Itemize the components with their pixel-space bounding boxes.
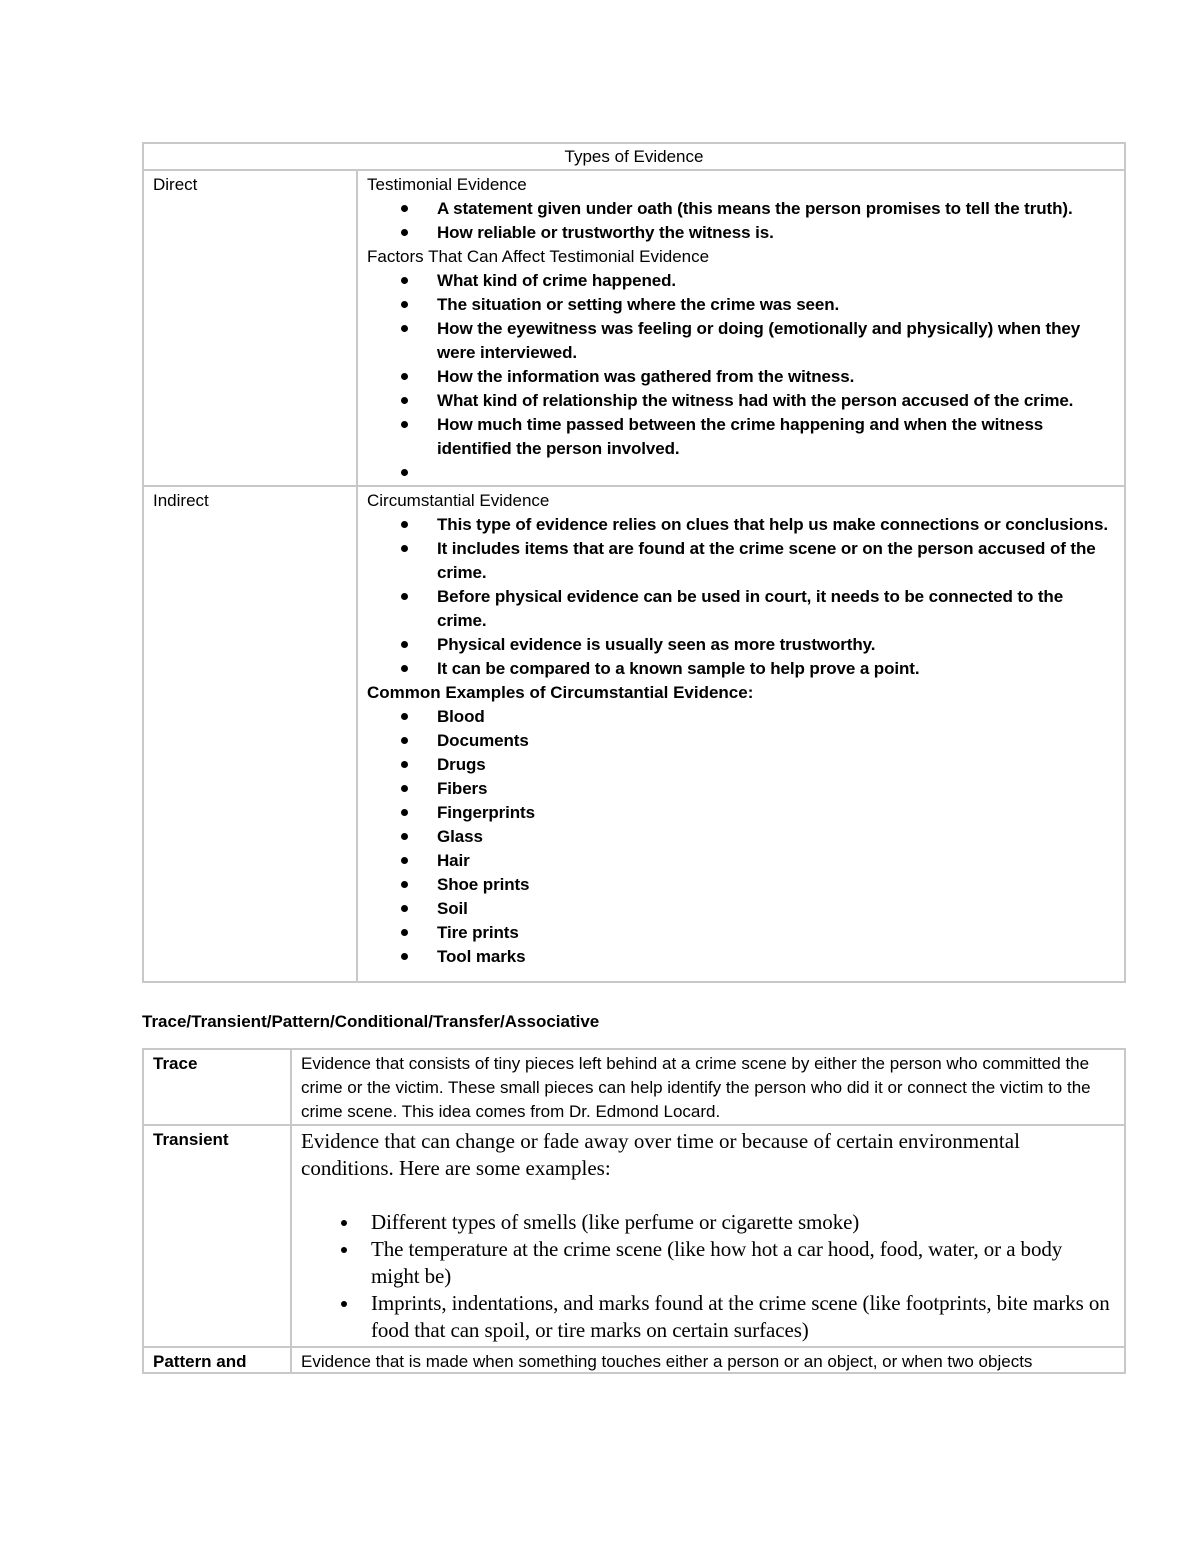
common-examples-heading: Common Examples of Circumstantial Evidence: [367, 683, 754, 702]
row-label-pattern [143, 1347, 291, 1373]
list-item: Soil [367, 897, 1115, 921]
list-item: Glass [367, 825, 1115, 849]
list-item: It includes items that are found at the crime scene or on the person accused of the crime. [367, 537, 1115, 585]
list-item: It can be compared to a known sample to help prove a point. [367, 657, 1115, 681]
transient-intro: Evidence that can change or fade away over time or because of certain environmental conditions. Here are some examples: [301, 1129, 1020, 1180]
testimonial-list [367, 197, 1115, 245]
factors-list [367, 269, 1115, 485]
list-item: The temperature at the crime scene (like how hot a car hood, food, water, or a body might be) [301, 1236, 1115, 1290]
list-item: Fibers [367, 777, 1115, 801]
list-item: Fingerprints [367, 801, 1115, 825]
table-row-transient [143, 1125, 1125, 1347]
list-item: Physical evidence is usually seen as more trustworthy. [367, 633, 1115, 657]
list-item: How the information was gathered from the witness. [367, 365, 1115, 389]
circumstantial-list [367, 513, 1115, 681]
transient-examples-list [301, 1209, 1115, 1344]
table-row-pattern [143, 1347, 1125, 1373]
list-item: How much time passed between the crime happening and when the witness identified the person involved. [367, 413, 1115, 461]
list-item: The situation or setting where the crime was seen. [367, 293, 1115, 317]
trace-description: Evidence that consists of tiny pieces left behind at a crime scene by either the person who committed the crime or the victim. These small pieces can help identify the person who did it or connect the victim to the crime scene. This idea comes from Dr. Edmond Locard. [291, 1049, 1125, 1125]
circumstantial-heading: Circumstantial Evidence [367, 491, 550, 510]
list-item: How reliable or trustworthy the witness is. [367, 221, 1115, 245]
factors-heading: Factors That Can Affect Testimonial Evidence [367, 247, 710, 266]
section-heading: Trace/Transient/Pattern/Conditional/Transfer/Associative [142, 1012, 600, 1031]
list-item: What kind of crime happened. [367, 269, 1115, 293]
list-item: This type of evidence relies on clues that help us make connections or conclusions. [367, 513, 1115, 537]
row-label-transient: Transient [143, 1125, 291, 1347]
transient-content [291, 1125, 1125, 1347]
row-label-direct: Direct [143, 170, 357, 486]
testimonial-heading: Testimonial Evidence [367, 175, 527, 194]
pattern-label-text: Pattern and [153, 1352, 247, 1371]
list-item: Tire prints [367, 921, 1115, 945]
list-item: Documents [367, 729, 1115, 753]
list-item: Different types of smells (like perfume or cigarette smoke) [301, 1209, 1115, 1236]
list-item: Tool marks [367, 945, 1115, 969]
table-title: Types of Evidence [143, 143, 1125, 170]
list-item: A statement given under oath (this means the person promises to tell the truth). [367, 197, 1115, 221]
common-examples-list [367, 705, 1115, 969]
pattern-description [291, 1347, 1125, 1373]
row-label-indirect: Indirect [143, 486, 357, 982]
table-row-direct [143, 170, 1125, 486]
list-item: Hair [367, 849, 1115, 873]
list-item: How the eyewitness was feeling or doing (emotionally and physically) when they were interviewed. [367, 317, 1115, 365]
types-of-evidence-table [142, 142, 1126, 983]
list-item: Drugs [367, 753, 1115, 777]
trace-evidence-table [142, 1048, 1126, 1374]
indirect-content [357, 486, 1125, 982]
list-item: Imprints, indentations, and marks found at the crime scene (like footprints, bite marks on food that can spoil, or tire marks on certain surfaces) [301, 1290, 1115, 1344]
pattern-description-text: Evidence that is made when something touches either a person or an object, or when two objects [301, 1352, 1033, 1371]
list-item: What kind of relationship the witness had with the person accused of the crime. [367, 389, 1115, 413]
list-item: Before physical evidence can be used in court, it needs to be connected to the crime. [367, 585, 1115, 633]
row-label-trace: Trace [143, 1049, 291, 1125]
direct-content [357, 170, 1125, 486]
table-row-trace [143, 1049, 1125, 1125]
list-item: Shoe prints [367, 873, 1115, 897]
table-row-indirect [143, 486, 1125, 982]
list-item: Blood [367, 705, 1115, 729]
list-item-empty [367, 461, 1115, 485]
